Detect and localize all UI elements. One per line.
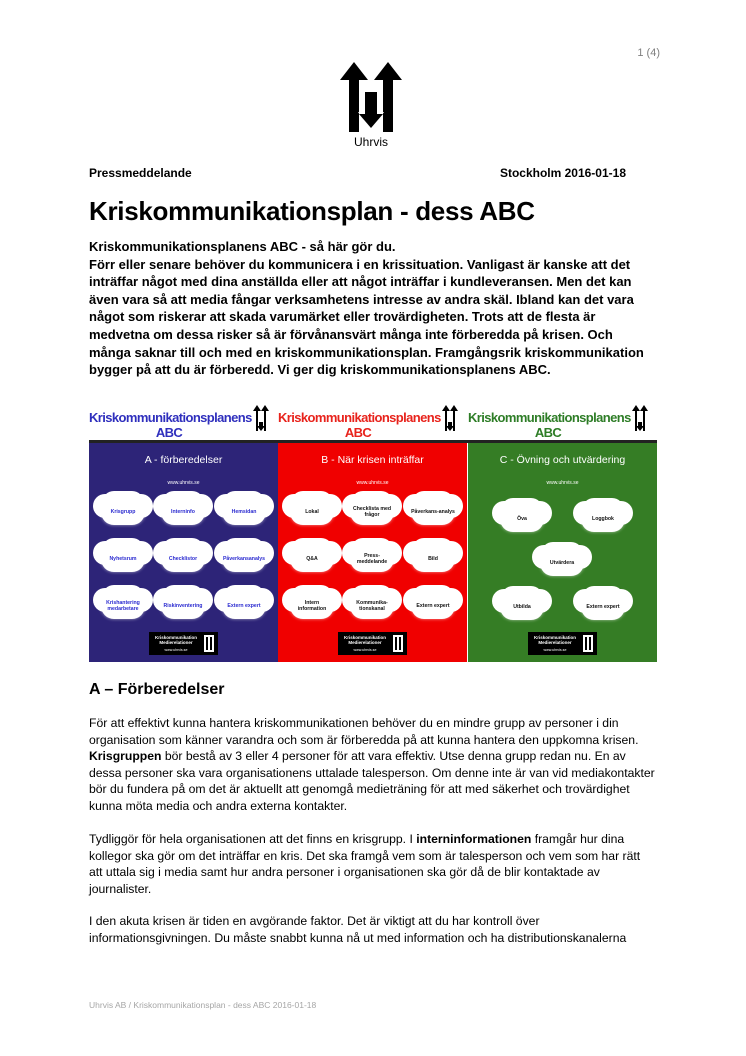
panel-c-logo-icon	[631, 404, 649, 434]
double-arrow-logo-icon	[338, 60, 404, 135]
cloud-item: Utbilda	[500, 594, 544, 620]
uhrvis-logo	[338, 60, 404, 148]
cloud-item: Extern expert	[222, 593, 266, 619]
panel-b-url: www.uhrvis.se	[356, 480, 389, 486]
panel-a-badge: Kriskommunikation Medierelationer www.uhrvis.se	[149, 632, 218, 655]
panel-a	[89, 443, 278, 662]
lead-text: Förr eller senare behöver du kommunicera i en krissituation. Vanligast är kanske att det inträffar något med dina anställda eller att något inträffar i kundleveransen. Men det kan även vara så att media fångar verksamhetens intresse av andra skäl. Ibland kan det vara något som riskerar att skada varumärket eller trovärdigheten. Trots att de flesta är medvetna om dessa risker så är förvånansvärt många inte förberedda på krisen. Och många saknar till och med en kriskommunikationsplan. Framgångsrik kriskommunikation bygger på att du är förberedd. Vi ger dig kriskommunikationsplanens ABC.	[89, 256, 644, 378]
cloud-item: Krishantering medarbetare	[101, 593, 145, 619]
section-a-heading: A – Förberedelser	[89, 681, 225, 698]
cloud-item: Extern expert	[581, 594, 625, 620]
panel-c	[468, 443, 657, 662]
abc-infographic	[89, 402, 657, 662]
panel-a-logo-icon	[252, 404, 270, 434]
panel-c-url: www.uhrvis.se	[546, 480, 579, 486]
panel-b-logo-icon	[441, 404, 459, 434]
panel-a-heading: Kriskommunikationsplanens ABC	[89, 410, 252, 440]
cloud-item: Lokal	[290, 499, 334, 525]
cloud-item: Öva	[500, 506, 544, 532]
panel-b-title: B - När krisen inträffar	[321, 454, 424, 466]
page-number: 1 (4)	[637, 47, 660, 59]
cloud-item: Hemsidan	[222, 499, 266, 525]
badge-logo-icon	[204, 635, 214, 652]
logo-text: Uhrvis	[353, 135, 388, 149]
panel-c-header	[468, 402, 657, 440]
panel-b-badge: Kriskommunikation Medierelationer www.uhrvis.se	[338, 632, 407, 655]
page-title: Kriskommunikationsplan - dess ABC	[89, 196, 535, 226]
cloud-item: Bild	[411, 546, 455, 572]
cloud-item: Påverkans-analys	[411, 499, 455, 525]
cloud-item: Utvärdera	[540, 550, 584, 576]
lead-paragraph	[89, 238, 649, 379]
panel-b-header	[278, 402, 467, 440]
cloud-item: Loggbok	[581, 506, 625, 532]
cloud-item: Checklista med frågor	[350, 499, 394, 525]
cloud-item: Press-meddelande	[350, 546, 394, 572]
panel-a-title: A - förberedelser	[144, 454, 223, 466]
panel-a-url: www.uhrvis.se	[167, 480, 200, 486]
press-release-label: Pressmeddelande	[89, 166, 192, 180]
section-a-paragraph-3: I den akuta krisen är tiden en avgörande faktor. Det är viktigt att du har kontroll över informationsgivningen. Du måste snabbt kunna nå ut med information och ha distributionskanalerna	[89, 914, 627, 945]
cloud-item: Krisgrupp	[101, 499, 145, 525]
panel-b-heading: Kriskommunikationsplanens ABC	[278, 410, 441, 440]
badge-logo-icon	[583, 635, 593, 652]
cloud-item: Intern information	[290, 593, 334, 619]
panel-b	[278, 443, 467, 662]
section-a-paragraph-2: Tydliggör för hela organisationen att det finns en krisgrupp. I interninformationen framgår hur dina kollegor ska gör om det inträffar en kris. Det ska framgå vem som är talesperson och vem som har rätt att uttala sig i media samt hur andra personer i organisationen ska gör då de blir kontaktade av journalister.	[89, 832, 641, 896]
page-footer: Uhrvis AB / Kriskommunikationsplan - dess ABC 2016-01-18	[89, 1000, 317, 1010]
panel-c-title: C - Övning och utvärdering	[499, 454, 626, 466]
panel-a-header	[89, 402, 278, 440]
dateline: Stockholm 2016-01-18	[499, 166, 626, 180]
lead-subtitle: Kriskommunikationsplanens ABC - så här gör du.	[89, 239, 396, 254]
cloud-item: Kommunika-tionskanal	[350, 593, 394, 619]
cloud-item: Q&A	[290, 546, 334, 572]
cloud-item: Extern expert	[411, 593, 455, 619]
cloud-item: Påverkansanalys	[222, 546, 266, 572]
panel-c-heading: Kriskommunikationsplanens ABC	[468, 410, 631, 440]
cloud-item: Nyhetsrum	[101, 546, 145, 572]
section-a-paragraph-1: För att effektivt kunna hantera kriskommunikationen behöver du en mindre grupp av personer i din organisation som känner varandra och som är förberedda på att kunna hantera den uppkomna krisen. Krisgruppen bör bestå av 3 eller 4 personer för att vara effektiv. Utse denna grupp redan nu. En av dessa personer ska vara organisationens uttalade talesperson. Om denne inte är van vid mediakontakter bör du fundera på om det är aktuellt att genomgå medieträning för att med säkerhet och trovärdighet kunna möta media och andra externa kontakter.	[89, 716, 655, 813]
cloud-item: Checklistor	[161, 546, 205, 572]
badge-logo-icon	[393, 635, 403, 652]
cloud-item: Interninfo	[161, 499, 205, 525]
cloud-item: Riskinventering	[161, 593, 205, 619]
panel-c-badge: Kriskommunikation Medierelationer www.uhrvis.se	[528, 632, 597, 655]
